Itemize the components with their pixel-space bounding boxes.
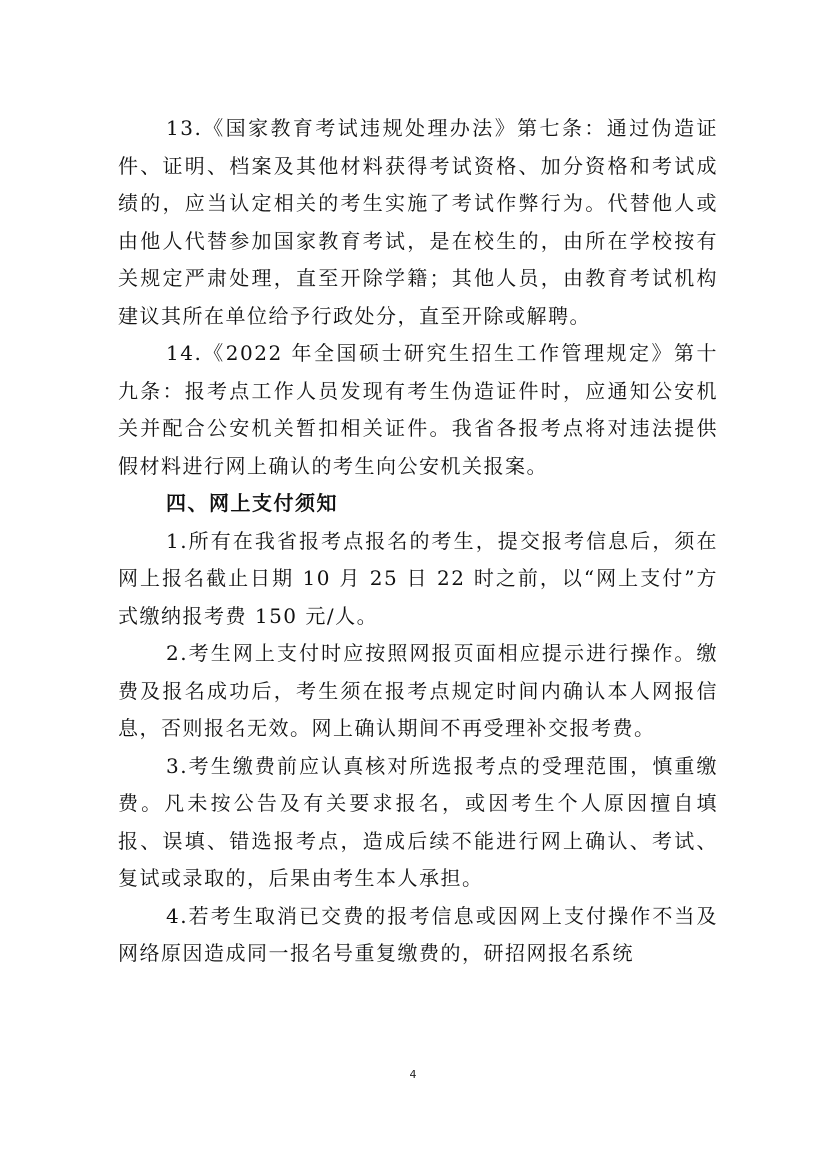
payment-item-2: 2.考生网上支付时应按照网报页面相应提示进行操作。缴费及报名成功后，考生须在报考点规定时间内确认本人网报信息，否则报名无效。网上确认期间不再受理补交报考费。 <box>118 641 718 740</box>
payment-item-3: 3.考生缴费前应认真核对所选报考点的受理范围，慎重缴费。凡未按公告及有关要求报名，或因考生个人原因擅自填报、误填、错选报考点，造成后续不能进行网上确认、考试、复试或录取的，后果由考生本人承担。 <box>118 753 718 890</box>
page-number: 4 <box>409 1068 417 1081</box>
section-heading-payment: 四、网上支付须知 <box>166 491 338 515</box>
payment-item-4: 4.若考生取消已交费的报考信息或因网上支付操作不当及网络原因造成同一报名号重复缴费的，研招网报名系统 <box>118 903 718 965</box>
paragraph-article-14: 14.《2022 年全国硕士研究生招生工作管理规定》第十九条：报考点工作人员发现有考生伪造证件时，应通知公安机关并配合公安机关暂扣相关证件。我省各报考点将对违法提供假材料进行网上确认的考生向公安机关报案。 <box>118 341 718 478</box>
page-content <box>118 110 718 973</box>
paragraph-article-13: 13.《国家教育考试违规处理办法》第七条：通过伪造证件、证明、档案及其他材料获得考试资格、加分资格和考试成绩的，应当认定相关的考生实施了考试作弊行为。代替他人或由他人代替参加国家教育考试，是在校生的，由所在学校按有关规定严肃处理，直至开除学籍；其他人员，由教育考试机构建议其所在单位给予行政处分，直至开除或解聘。 <box>118 116 718 328</box>
payment-item-1: 1.所有在我省报考点报名的考生，提交报考信息后，须在网上报名截止日期 10 月 25 日 22 时之前，以“网上支付”方式缴纳报考费 150 元/人。 <box>118 528 718 628</box>
